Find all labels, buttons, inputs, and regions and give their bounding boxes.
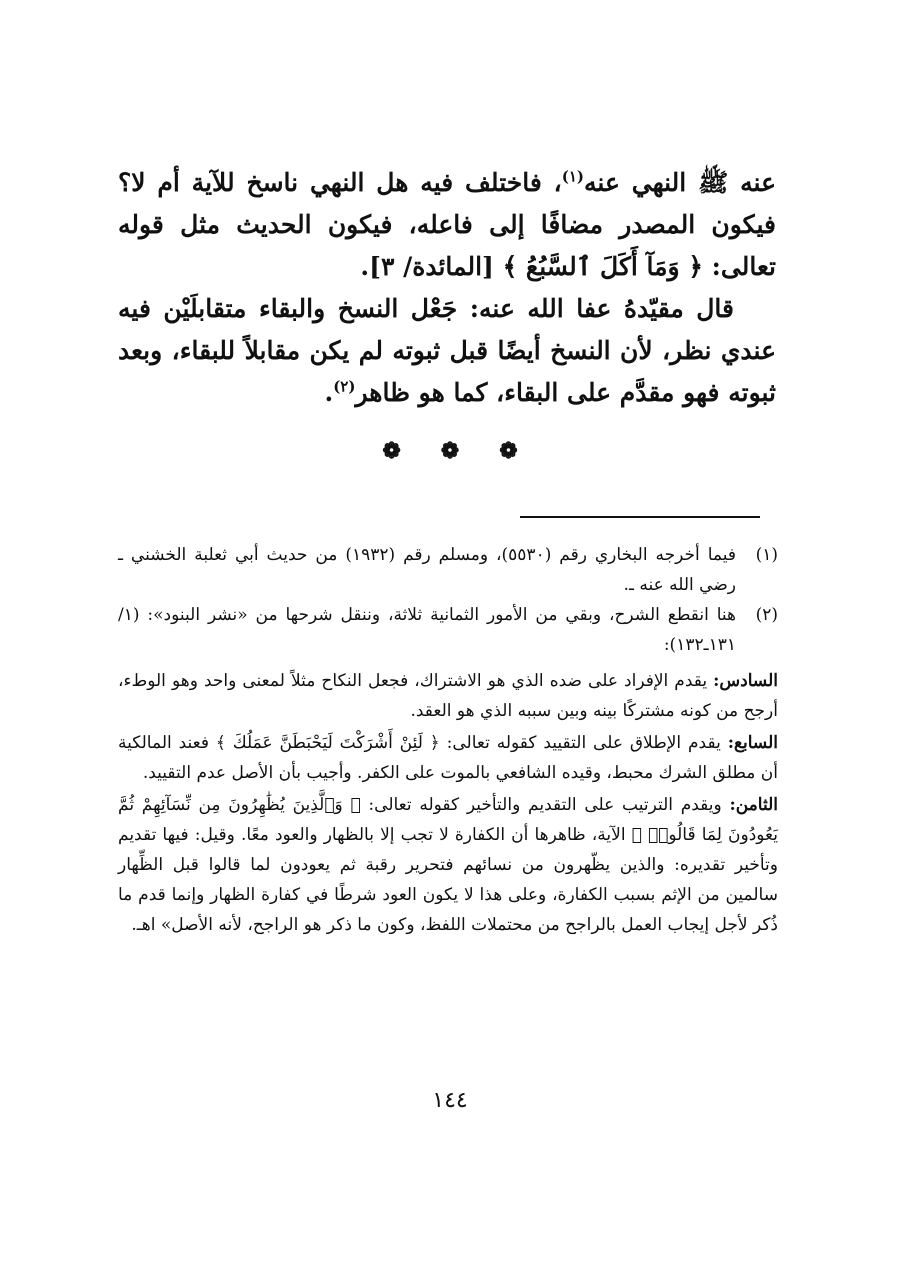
main-paragraph-2 [118, 288, 776, 414]
footnote-number: (٢) [755, 605, 778, 625]
separator-star-icon: ❁ [440, 438, 460, 464]
footnote-body [118, 540, 736, 600]
quote-item-sixth [118, 666, 778, 726]
page-number: ١٤٤ [432, 1088, 468, 1113]
footnotes-section [118, 540, 778, 942]
footnote-number: (١) [755, 545, 778, 565]
footnote-text: هنا انقطع الشرح، وبقي من الأمور الثمانية ثلاثة، وننقل شرحها من «نشر البنود»: (١/ ١٣١ـ١٣٢): [118, 605, 736, 655]
main-paragraph-2-text-b: . [324, 378, 334, 407]
footnote-1 [118, 540, 778, 600]
quote-lead: السادس: [713, 671, 778, 691]
quote-text: يقدم الإطلاق على التقييد كقوله تعالى: ﴿ لَئِنْ أَشْرَكْتَ لَيَحْبَطَنَّ عَمَلُكَ ﴾ فعند المالكية أن مطلق الشرك محبط، وقيده الشافعي بالموت على الكفر. وأجيب بأن الأصل عدم التقييد. [118, 733, 778, 783]
quote-lead: السابع: [727, 733, 778, 753]
footnote-ref-2: (٢) [333, 377, 356, 396]
footnote-divider [520, 516, 760, 518]
separator-star-icon: ❁ [382, 438, 401, 464]
quote-item-eighth [118, 790, 778, 940]
quote-text: يقدم الإفراد على ضده الذي هو الاشتراك، فجعل النكاح مثلاً لمعنى واحد وهو الوطء، أرجح من كونه مشتركًا بينه وبين سببه الذي هو العقد. [118, 671, 778, 721]
main-text-block [118, 162, 776, 414]
main-paragraph-1-text-a: عنه ﷺ النهي عنه [584, 168, 776, 197]
quote-text: ويقدم الترتيب على التقديم والتأخير كقوله تعالى: ﴿ وَٱلَّذِينَ يُظَٰهِرُونَ مِن نِّسَآئِهِمْ ثُمَّ يَعُودُونَ لِمَا قَالُوا۟ ﴾ الآية، ظاهرها أن الكفارة لا تجب إلا بالظهار والعود معًا. وقيل: فيها تقديم وتأخير تقديره: والذين يظّهرون من نسائهم فتحرير رقبة ثم يعودون لما قالوا قبل الظِّهار سالمين من الإثم بسبب الكفارة، وعلى هذا لا يكون العود شرطًا في كفارة الظهار وإنما قدم ما ذُكر لأجل إيجاب العمل بالراجح من محتملات اللفظ، وكون ما ذكر هو الراجح، لأنه الأصل» اهـ. [118, 795, 778, 935]
footnote-2 [118, 600, 778, 660]
footnote-body [118, 600, 736, 660]
main-paragraph-1-text-b: ، فاختلف فيه هل النهي ناسخ للآية أم لا؟ فيكون المصدر مضافًا إلى فاعله، فيكون الحديث مثل قوله تعالى: ﴿ وَمَآ أَكَلَ ٱلسَّبُعُ ﴾ [المائدة/ ٣]. [118, 168, 776, 281]
quoted-commentary [118, 666, 778, 940]
footnote-text: فيما أخرجه البخاري رقم (٥٥٣٠)، ومسلم رقم (١٩٣٢) من حديث أبي ثعلبة الخشني ـ رضي الله عنه ـ. [118, 545, 736, 595]
footnote-ref-1: (١) [561, 167, 584, 186]
quote-lead: الثامن: [729, 795, 778, 815]
main-paragraph-2-text-a: قال مقيّدهُ عفا الله عنه: جَعْل النسخ والبقاء متقابلَيْن فيه عندي نظر، لأن النسخ أيضًا قبل ثبوته لم يكن مقابلاً للبقاء، وبعد ثبوته فهو مقدَّم على البقاء، كما هو ظاهر [118, 294, 776, 407]
section-separator [0, 438, 900, 464]
main-paragraph-1 [118, 162, 776, 288]
separator-star-icon: ❁ [499, 438, 518, 464]
quote-item-seventh [118, 728, 778, 788]
